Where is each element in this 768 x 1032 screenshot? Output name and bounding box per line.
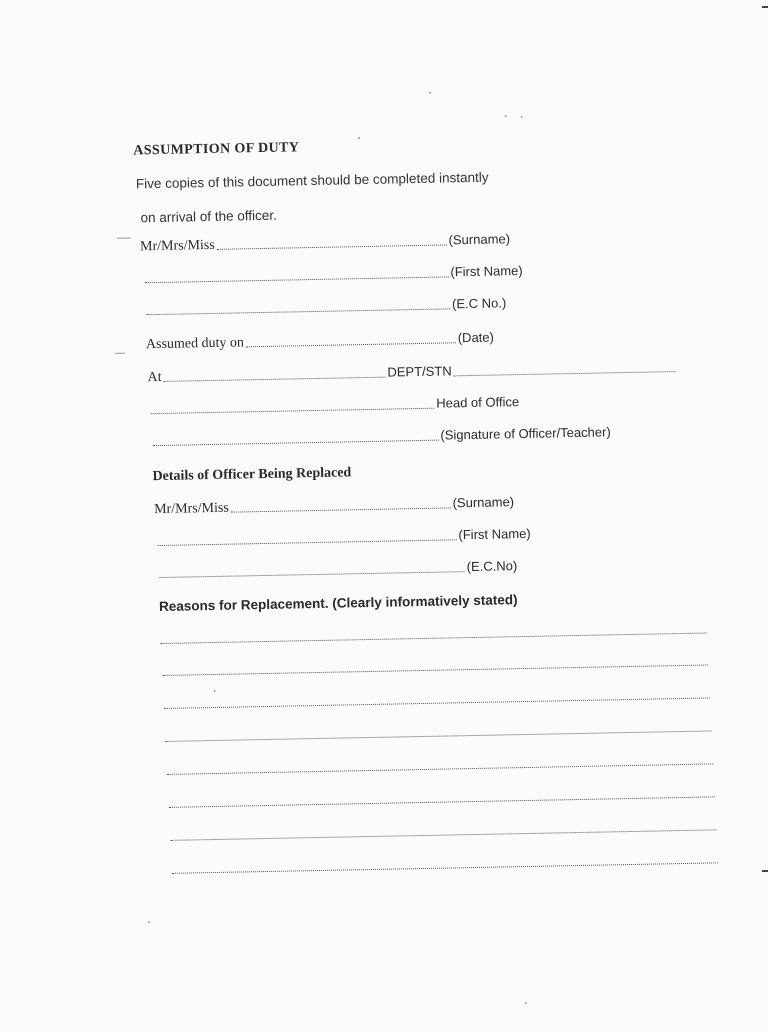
reason-line-1[interactable] bbox=[161, 633, 707, 644]
dept-stn-field[interactable] bbox=[454, 359, 676, 376]
assumed-duty-label: Assumed duty on bbox=[145, 335, 245, 353]
intro-line-2: on arrival of the officer. bbox=[140, 207, 277, 226]
assumed-duty-date-field[interactable] bbox=[246, 330, 456, 347]
head-of-office-field[interactable] bbox=[151, 396, 434, 414]
officer-first-name-label: (First Name) bbox=[450, 262, 523, 280]
replaced-ec-no-field[interactable] bbox=[159, 559, 465, 578]
scan-speck bbox=[429, 92, 431, 94]
replaced-ec-no-line bbox=[157, 558, 517, 582]
officer-surname-field[interactable] bbox=[217, 232, 447, 249]
signature-line bbox=[151, 424, 611, 450]
scan-speck bbox=[148, 921, 150, 923]
signature-field[interactable] bbox=[153, 428, 439, 446]
replaced-ec-no-label: (E.C.No) bbox=[466, 558, 518, 575]
intro-line-1: Five copies of this document should be completed instantly bbox=[135, 169, 489, 192]
officer-surname-label: (Surname) bbox=[448, 231, 511, 248]
reason-line-3[interactable] bbox=[164, 697, 710, 708]
replaced-surname-field[interactable] bbox=[231, 495, 451, 512]
scan-speck bbox=[521, 116, 523, 118]
replaced-first-name-line bbox=[156, 526, 531, 550]
assumed-duty-date-label: (Date) bbox=[457, 329, 495, 346]
replaced-first-name-label: (First Name) bbox=[458, 525, 531, 543]
scan-speck bbox=[117, 238, 131, 239]
replaced-surname-label: (Surname) bbox=[452, 494, 515, 511]
scan-speck bbox=[525, 1002, 527, 1004]
head-of-office-label: Head of Office bbox=[436, 394, 520, 411]
reason-line-5[interactable] bbox=[167, 763, 713, 774]
head-of-office-line bbox=[149, 394, 519, 418]
scan-speck bbox=[214, 690, 216, 692]
officer-first-name-field[interactable] bbox=[145, 264, 449, 283]
reason-line-4[interactable] bbox=[166, 730, 712, 741]
officer-first-name-line bbox=[143, 263, 523, 287]
officer-ec-no-label: (E.C No.) bbox=[451, 295, 507, 312]
reason-line-2[interactable] bbox=[162, 664, 708, 675]
reason-line-8[interactable] bbox=[172, 862, 718, 873]
assumed-duty-line bbox=[146, 330, 494, 354]
replaced-first-name-field[interactable] bbox=[158, 527, 457, 546]
scan-edge-mark bbox=[762, 6, 768, 8]
replaced-name-prefix: Mr/Mrs/Miss bbox=[153, 500, 229, 518]
officer-surname-line bbox=[140, 231, 510, 255]
scan-speck bbox=[358, 137, 360, 139]
officer-ec-no-field[interactable] bbox=[146, 296, 450, 315]
at-location-field[interactable] bbox=[163, 365, 385, 382]
form-title: ASSUMPTION OF DUTY bbox=[133, 140, 300, 159]
signature-label: (Signature of Officer/Teacher) bbox=[440, 424, 611, 443]
replaced-surname-line bbox=[154, 494, 514, 518]
dept-stn-label: DEPT/STN bbox=[387, 363, 452, 380]
reasons-heading: Reasons for Replacement. (Clearly informatively stated) bbox=[158, 592, 518, 615]
reason-line-6[interactable] bbox=[169, 796, 715, 807]
officer-name-prefix: Mr/Mrs/Miss bbox=[139, 237, 215, 255]
replaced-officer-heading: Details of Officer Being Replaced bbox=[152, 465, 352, 485]
officer-ec-no-line bbox=[144, 295, 506, 319]
scan-speck bbox=[115, 353, 125, 354]
scan-speck bbox=[505, 115, 507, 117]
scan-edge-mark bbox=[762, 870, 768, 872]
reason-line-7[interactable] bbox=[170, 829, 716, 840]
station-line bbox=[147, 359, 677, 386]
at-label: At bbox=[147, 369, 162, 386]
